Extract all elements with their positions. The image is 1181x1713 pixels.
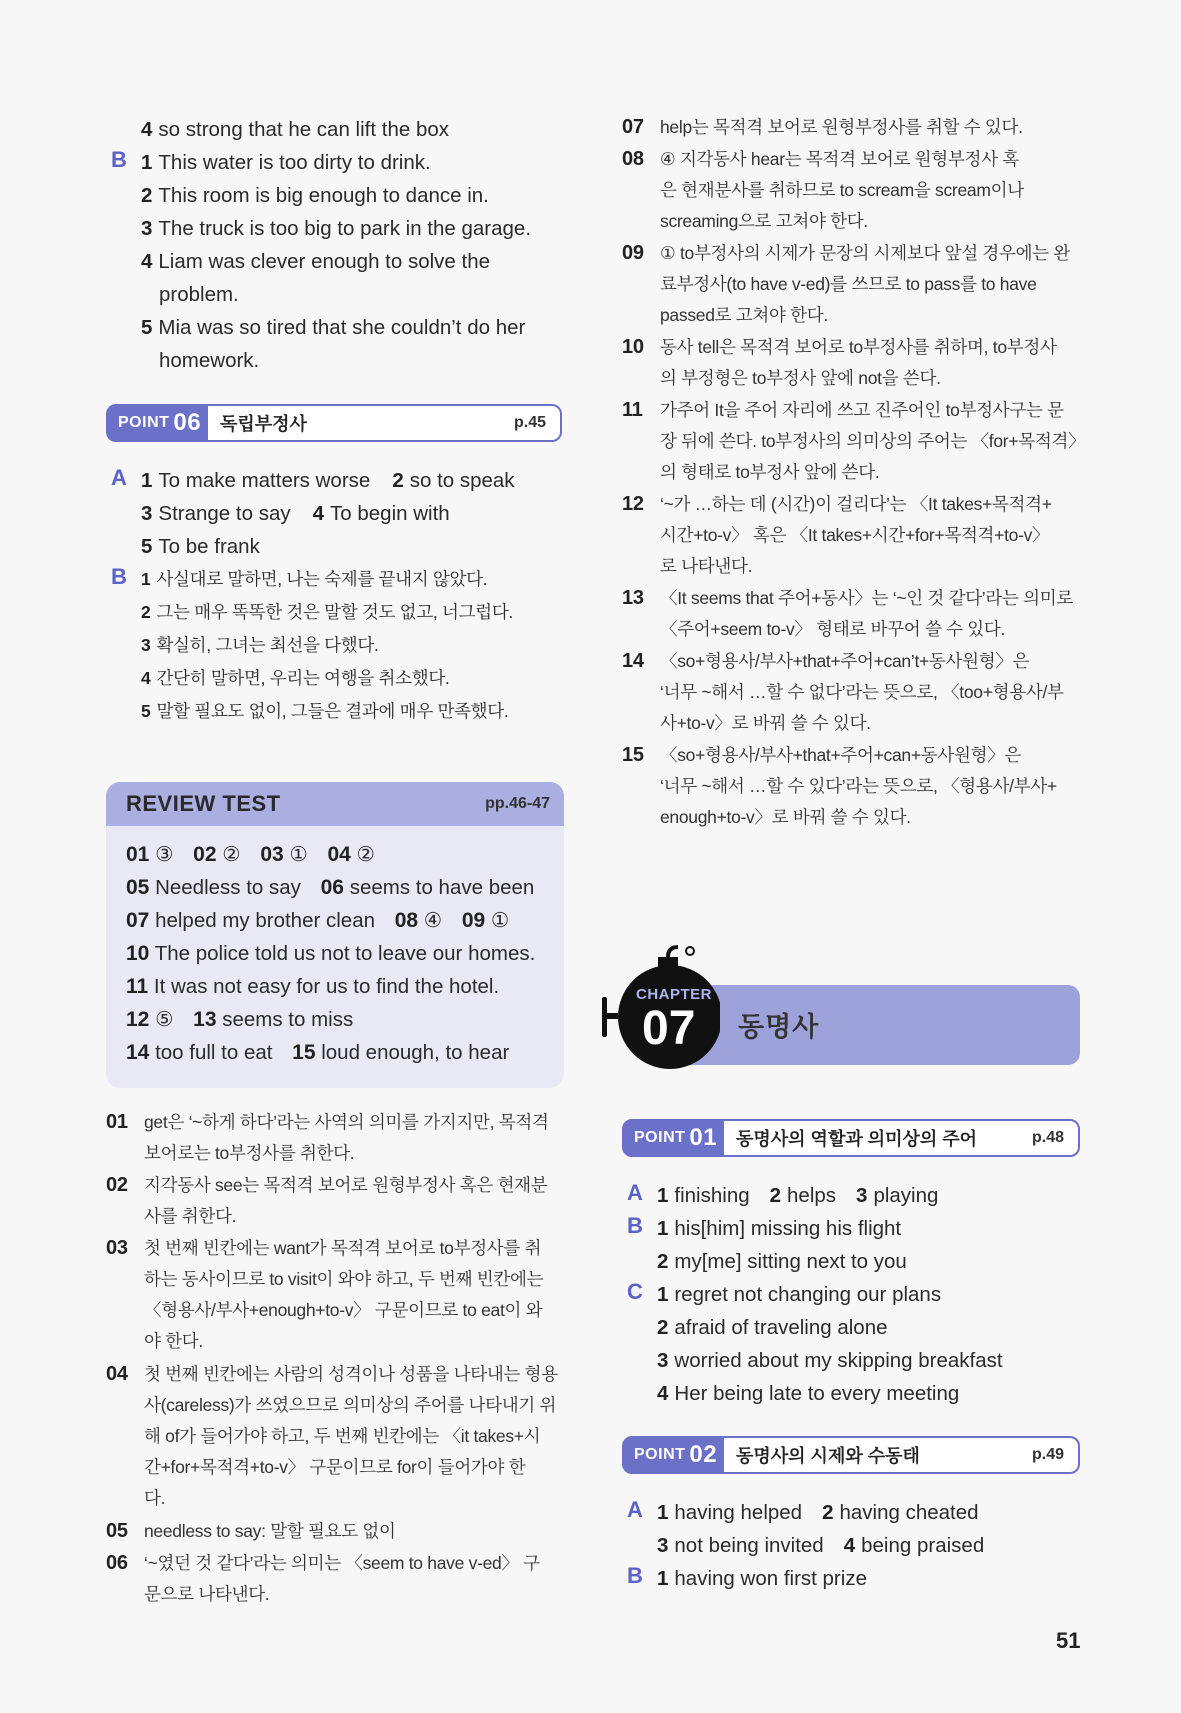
point-tag: POINT 02	[624, 1438, 724, 1472]
point-title: 동명사의 시제와 수동태	[736, 1446, 920, 1466]
p01-c-item-3: 3 worried about my skipping breakfast	[657, 1349, 1003, 1372]
explanation-06: 06 ‘~였던 것 같다’라는 의미는 〈seem to have v-ed〉 구 문으로 나타낸다.	[106, 1552, 540, 1604]
p01-a-line-1: 1 finishing 2 helps 3 playing	[657, 1184, 939, 1207]
prev-b-item-3: 3 The truck is too big to park in the garage.	[141, 217, 532, 240]
point-tag: POINT 06	[108, 406, 208, 440]
chapter-banner	[668, 985, 1080, 1065]
section-letter-b: B	[111, 564, 127, 589]
section-letter-b: B	[627, 1213, 643, 1238]
explanation-02: 02 지각동사 see는 목적격 보어로 원형부정사 혹은 현재분 사를 취한다.	[106, 1174, 548, 1226]
explanation-14: 14 〈so+형용사/부사+that+주어+can’t+동사원형〉은 ‘너무 ~해서 …할 수 없다’라는 뜻으로, 〈too+형용사/부 사+to-v〉로 바꿔 쓸 수 있다.	[622, 650, 1064, 733]
section-letter-b: B	[111, 147, 127, 172]
prev-b-item-5: 5 Mia was so tired that she couldn’t do her	[141, 316, 526, 339]
point-06-header	[106, 404, 562, 442]
p06-b-item-2: 2 그는 매우 똑똑한 것은 말할 것도 없고, 너그럽다.	[141, 602, 513, 622]
review-test-page-ref: pp.46-47	[485, 795, 550, 812]
p01-c-item-2: 2 afraid of traveling alone	[657, 1316, 888, 1339]
prev-b-item-4: 4 Liam was clever enough to solve the	[141, 250, 491, 273]
prev-b-item-4-cont: problem.	[159, 283, 239, 306]
section-letter-c: C	[627, 1279, 643, 1304]
explanation-10: 10 동사 tell은 목적격 보어로 to부정사를 취하며, to부정사 의 부정형은 to부정사 앞에 not을 쓴다.	[622, 336, 1057, 388]
review-test-title: REVIEW TEST	[126, 791, 281, 816]
p06-b-item-5: 5 말할 필요도 없이, 그들은 결과에 매우 만족했다.	[141, 701, 509, 721]
point-01-header	[622, 1119, 1080, 1157]
page-number: 51	[1056, 1628, 1081, 1653]
section-letter-a: A	[627, 1497, 643, 1522]
review-answers	[126, 838, 535, 1069]
prev-b-item-1: 1 This water is too dirty to drink.	[141, 151, 431, 174]
review-row-1: 01 ③ 02 ② 03 ① 04 ②	[126, 843, 375, 866]
review-row-7: 14 too full to eat 15 loud enough, to hear	[126, 1041, 510, 1064]
explanation-13: 13 〈It seems that 주어+동사〉는 ‘~인 것 같다’라는 의미로 〈주어+seem to-v〉 형태로 바꾸어 쓸 수 있다.	[622, 587, 1073, 639]
point-title: 독립부정사	[220, 414, 307, 434]
p02-a-line-1: 1 having helped 2 having cheated	[657, 1501, 979, 1524]
review-row-4: 10 The police told us not to leave our homes.	[126, 942, 536, 965]
point-page-ref: p.49	[1031, 1446, 1064, 1463]
p01-c-item-1: 1 regret not changing our plans	[657, 1283, 942, 1306]
prev-b-item-2: 2 This room is big enough to dance in.	[141, 184, 489, 207]
explanation-12: 12 ‘~가 …하는 데 (시간)이 걸리다’는 〈It takes+목적격+ 시간+to-v〉 혹은 〈It takes+시간+for+목적격+to-v〉 로 나타낸다.	[622, 493, 1052, 576]
point-page-ref: p.45	[513, 414, 546, 431]
explanation-07: 07 help는 목적격 보어로 원형부정사를 취할 수 있다.	[622, 116, 1023, 138]
p02-b-item-1: 1 having won first prize	[657, 1567, 867, 1590]
explanation-01: 01 get은 ‘~하게 하다’라는 사역의 의미를 가지지만, 목적격 보어로는 to부정사를 취한다.	[106, 1111, 549, 1163]
review-test-header	[106, 782, 564, 826]
p01-b-item-1: 1 his[him] missing his flight	[657, 1217, 902, 1240]
explanation-08: 08 ④ 지각동사 hear는 목적격 보어로 원형부정사 혹 은 현재분사를 취하므로 to scream을 scream이나 screaming으로 고쳐야 한다.	[622, 148, 1024, 231]
point-02-header	[622, 1436, 1080, 1474]
section-letter-a: A	[111, 465, 127, 490]
prev-item-4: 4 so strong that he can lift the box	[141, 118, 449, 141]
explanation-11: 11 가주어 It을 주어 자리에 쓰고 진주어인 to부정사구는 문 장 뒤에 쓴다. to부정사의 의미상의 주어는 〈for+목적격〉 의 형태로 to부정사 앞에 쓴다.	[622, 399, 1086, 482]
explanation-05: 05 needless to say: 말할 필요도 없이	[106, 1520, 396, 1542]
point-tag: POINT 01	[624, 1121, 724, 1155]
p01-b-item-2: 2 my[me] sitting next to you	[657, 1250, 907, 1273]
review-row-5: 11 It was not easy for us to find the hotel.	[126, 975, 500, 998]
p06-a-line-1: 1 To make matters worse 2 so to speak	[141, 469, 515, 492]
p02-a-line-2: 3 not being invited 4 being praised	[657, 1534, 985, 1557]
review-row-2: 05 Needless to say 06 seems to have been	[126, 876, 535, 899]
section-letter-a: A	[627, 1180, 643, 1205]
chapter-number: 07	[642, 1002, 696, 1055]
p06-a-line-2: 3 Strange to say 4 To begin with	[141, 502, 450, 525]
explanation-09: 09 ① to부정사의 시제가 문장의 시제보다 앞설 경우에는 완 료부정사(to have v-ed)를 쓰므로 to pass를 to have passed로 고쳐야 한다.	[622, 242, 1071, 325]
p06-a-line-3: 5 To be frank	[141, 535, 260, 558]
point-page-ref: p.48	[1031, 1129, 1064, 1146]
p06-b-item-1: 1 사실대로 말하면, 나는 숙제를 끝내지 않았다.	[141, 569, 488, 589]
explanation-03: 03 첫 번째 빈칸에는 want가 목적격 보어로 to부정사를 취 하는 동사이므로 to visit이 와야 하고, 두 번째 빈칸에는 〈형용사/부사+enough+to-v〉 구문이므로 to eat이 와 야 한다.	[106, 1237, 544, 1351]
review-row-6: 12 ⑤ 13 seems to miss	[126, 1008, 354, 1031]
point-title: 동명사의 역할과 의미상의 주어	[736, 1129, 978, 1149]
review-test-box	[106, 782, 564, 1088]
p06-b-item-3: 3 확실히, 그녀는 최선을 다했다.	[141, 635, 379, 655]
p01-c-item-4: 4 Her being late to every meeting	[657, 1382, 960, 1405]
prev-b-item-5-cont: homework.	[159, 349, 260, 372]
explanation-04: 04 첫 번째 빈칸에는 사람의 성격이나 성품을 나타내는 형용 사(careless)가 쓰였으므로 의미상의 주어를 나타내기 위 해 of가 들어가야 하고, 두 번째 빈칸에는 〈it takes+시 간+for+목적격+to-v〉 구문이므로 for이 들어가야 한 다.	[106, 1363, 558, 1508]
explanation-15: 15 〈so+형용사/부사+that+주어+can+동사원형〉은 ‘너무 ~해서 …할 수 있다’라는 뜻으로, 〈형용사/부사+ enough+to-v〉로 바꿔 쓸 수 있다.	[622, 744, 1057, 827]
review-row-3: 07 helped my brother clean 08 ④ 09 ①	[126, 909, 510, 932]
p06-b-item-4: 4 간단히 말하면, 우리는 여행을 취소했다.	[141, 668, 450, 688]
section-letter-b: B	[627, 1563, 643, 1588]
chapter-label: CHAPTER	[636, 986, 713, 1003]
chapter-title: 동명사	[738, 1012, 820, 1042]
